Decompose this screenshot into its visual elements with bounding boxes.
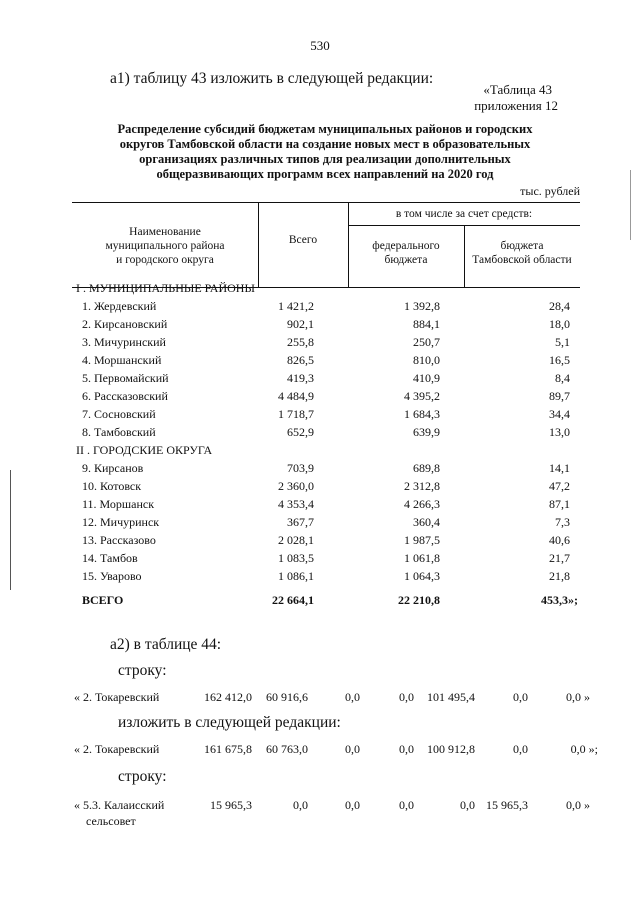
row-federal: 1 061,8 [404,551,440,565]
row-federal: 1 064,3 [404,569,440,583]
header-total: Всего [288,234,318,246]
table-row [0,533,640,551]
table-row [0,569,640,587]
section-title-row [0,443,640,461]
header-federal-line: бюджета [384,254,428,266]
total-sum: 22 664,1 [272,593,314,607]
row-federal: 360,4 [413,515,440,529]
old-line-value: 60 916,6 [266,690,308,704]
old-line-value: 0,0 » [566,690,590,704]
row-regional: 28,4 [549,299,570,313]
table-header [72,202,580,288]
row-regional: 89,7 [549,389,570,403]
row-federal: 689,8 [413,461,440,475]
title-line: общеразвивающих программ всех направлений на 2020 год [156,167,494,181]
section-title: II . ГОРОДСКИЕ ОКРУГА [76,443,213,457]
table-row [0,515,640,533]
row-federal: 1 684,3 [404,407,440,421]
row-federal: 884,1 [413,317,440,331]
row-name: 9. Кирсанов [82,461,144,475]
row-total: 1 083,5 [278,551,314,565]
row-total: 902,1 [287,317,314,331]
table-row [0,389,640,407]
kalai-line-name-cont: сельсовет [86,814,136,828]
table-row [0,479,640,497]
new-line-value: 0,0 [513,742,528,756]
row-name: 7. Сосновский [82,407,156,421]
old-line-value: 0,0 [513,690,528,704]
row-total: 419,3 [287,371,314,385]
kalai-line-value: 0,0 » [566,798,590,812]
header-name-line: муниципального района [105,240,225,252]
row-total: 1 086,1 [278,569,314,583]
kalai-line-value: 0,0 [399,798,414,812]
row-name: 13. Рассказово [82,533,156,547]
title-line: Распределение субсидий бюджетам муниципальных районов и городских [117,122,533,136]
row-federal: 4 266,3 [404,497,440,511]
row-federal: 410,9 [413,371,440,385]
row-regional: 47,2 [549,479,570,493]
new-line-name: « 2. Токаревский [74,742,160,756]
table-row [0,353,640,371]
row-total: 255,8 [287,335,314,349]
row-regional: 87,1 [549,497,570,511]
row-regional: 8,4 [555,371,570,385]
row-name: 2. Кирсановский [82,317,168,331]
table-reference-line: приложения 12 [474,98,558,113]
old-line-value: 162 412,0 [204,690,252,704]
row-federal: 250,7 [413,335,440,349]
new-line-value: 0,0 [345,742,360,756]
kalai-line-value: 15 965,3 [210,798,252,812]
header-divider [348,225,580,226]
header-regional-line: Тамбовской области [472,254,572,266]
table-row [0,461,640,479]
table-row [0,371,640,389]
table-reference-line: «Таблица 43 [483,82,552,97]
instruction-a1: а1) таблицу 43 изложить в следующей редакции: [110,70,434,87]
row-name: 14. Тамбов [82,551,138,565]
section-title-row [0,281,640,299]
row-total: 1 718,7 [278,407,314,421]
row-name: 6. Рассказовский [82,389,168,403]
row-regional: 18,0 [549,317,570,331]
row-regional: 5,1 [555,335,570,349]
table-title [90,122,560,182]
total-regional: 453,3»; [541,593,578,607]
row-federal: 2 312,8 [404,479,440,493]
row-federal: 639,9 [413,425,440,439]
new-line-value: 161 675,8 [204,742,252,756]
old-line-value: 0,0 [399,690,414,704]
row-federal: 810,0 [413,353,440,367]
row-name: 11. Моршанск [82,497,155,511]
page-number: 530 [310,38,330,53]
new-line-value: 100 912,8 [427,742,475,756]
kalai-line-value: 0,0 [345,798,360,812]
row-name: 1. Жердевский [82,299,157,313]
instruction-a2: а2) в таблице 44: [110,636,222,653]
instruction-line-label: строку: [118,768,167,785]
table-row [0,335,640,353]
row-total: 652,9 [287,425,314,439]
row-name: 4. Моршанский [82,353,162,367]
row-regional: 21,7 [549,551,570,565]
row-total: 4 484,9 [278,389,314,403]
row-name: 12. Мичуринск [82,515,160,529]
table-row [0,551,640,569]
kalai-line-value: 0,0 [460,798,475,812]
header-regional-line: бюджета [500,240,544,252]
total-label: ВСЕГО [82,593,124,607]
row-total: 2 028,1 [278,533,314,547]
row-total: 703,9 [287,461,314,475]
header-federal [348,239,464,267]
table-row [0,407,640,425]
scan-edge-mark [630,170,631,240]
new-line-value: 0,0 »; [570,742,598,756]
row-total: 826,5 [287,353,314,367]
old-line-value: 0,0 [345,690,360,704]
title-line: округов Тамбовской области на создание новых мест в образовательных [119,137,531,151]
header-name-line: Наименование [129,226,201,238]
row-regional: 34,4 [549,407,570,421]
new-line-value: 60 763,0 [266,742,308,756]
row-name: 3. Мичуринский [82,335,166,349]
row-name: 5. Первомайский [82,371,169,385]
instruction-line-label: строку: [118,662,167,679]
header-name-line: и городского округа [116,254,214,266]
kalai-line-value: 15 965,3 [486,798,528,812]
title-line: организациях различных типов для реализации дополнительных [139,152,511,166]
row-regional: 13,0 [549,425,570,439]
header-including: в том числе за счет средств: [395,208,533,220]
header-regional [464,239,580,267]
row-total: 2 360,0 [278,479,314,493]
row-regional: 7,3 [555,515,570,529]
row-regional: 14,1 [549,461,570,475]
row-federal: 1 987,5 [404,533,440,547]
row-federal: 4 395,2 [404,389,440,403]
row-total: 4 353,4 [278,497,314,511]
old-line-name: « 2. Токаревский [74,690,160,704]
total-row [0,593,640,611]
row-regional: 21,8 [549,569,570,583]
row-name: 15. Уварово [82,569,142,583]
row-regional: 40,6 [549,533,570,547]
old-line-value: 101 495,4 [427,690,475,704]
table-reference [474,82,558,114]
row-name: 10. Котовск [82,479,142,493]
row-regional: 16,5 [549,353,570,367]
row-federal: 1 392,8 [404,299,440,313]
row-name: 8. Тамбовский [82,425,156,439]
table-row [0,299,640,317]
table-row [0,425,640,443]
instruction-replace: изложить в следующей редакции: [118,714,341,731]
header-federal-line: федерального [372,240,440,252]
row-total: 367,7 [287,515,314,529]
section-title: I . МУНИЦИПАЛЬНЫЕ РАЙОНЫ [76,281,255,295]
table-row [0,497,640,515]
header-name [72,225,258,267]
new-line-value: 0,0 [399,742,414,756]
total-federal: 22 210,8 [398,593,440,607]
kalai-line-value: 0,0 [293,798,308,812]
kalai-line-name: « 5.3. Калаисский [74,798,165,812]
scan-edge-mark [10,470,11,590]
row-total: 1 421,2 [278,299,314,313]
units-label: тыс. рублей [520,184,580,198]
table-row [0,317,640,335]
